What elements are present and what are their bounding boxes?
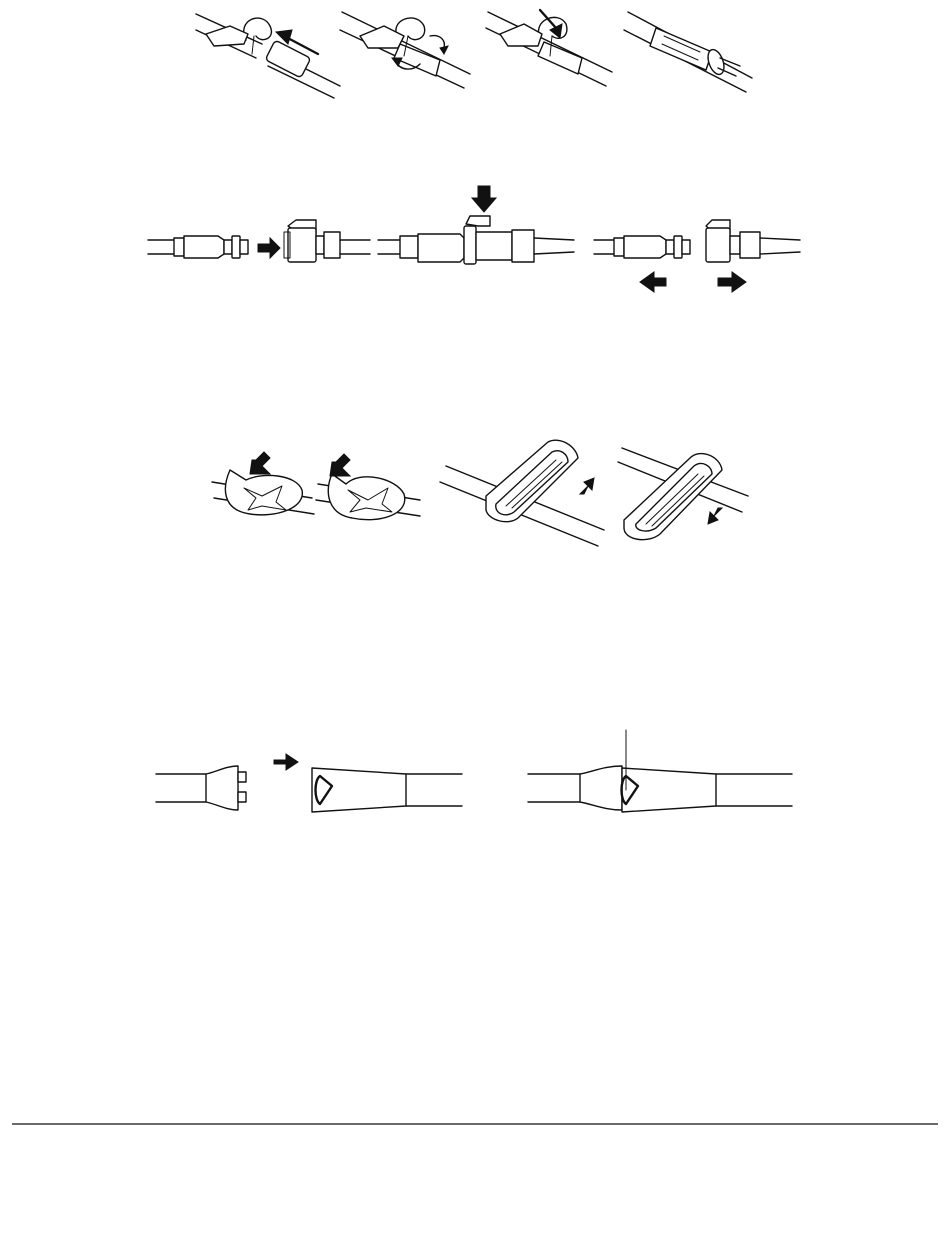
row4-luer-connector-sequence <box>156 730 792 812</box>
row2-disconnected-parts <box>594 220 800 292</box>
row3-clip-clamp-closed <box>316 454 420 520</box>
row4-female-end <box>312 768 462 812</box>
row4-male-end <box>156 754 298 810</box>
row3-slide-down-arrow <box>708 508 722 524</box>
row3-slide-clamp-open <box>440 440 604 546</box>
row4-insert-arrow <box>274 754 298 770</box>
row3-tube-clamp-sequence <box>212 440 748 546</box>
row2-press-arrow <box>472 186 496 212</box>
row3-slide-up-arrow <box>580 478 594 494</box>
row4-assembled-connector <box>528 730 792 812</box>
row1-step4 <box>624 12 752 92</box>
row2-male-connector <box>148 236 248 258</box>
row3-clip-clamp-open <box>212 452 314 515</box>
row2-insert-arrow <box>258 238 280 258</box>
row1-step2 <box>340 12 470 88</box>
row1-step3 <box>486 10 612 86</box>
row2-pull-right-arrow <box>718 272 746 292</box>
row2-assembled-connector <box>378 186 574 264</box>
row1-clip-connector-sequence <box>196 10 752 98</box>
row3-slide-clamp-closed <box>618 448 748 540</box>
row2-quick-connect-sequence <box>148 186 800 292</box>
row1-step1 <box>196 14 340 98</box>
row2-pull-left-arrow <box>640 272 666 292</box>
row2-female-connector <box>284 220 370 262</box>
